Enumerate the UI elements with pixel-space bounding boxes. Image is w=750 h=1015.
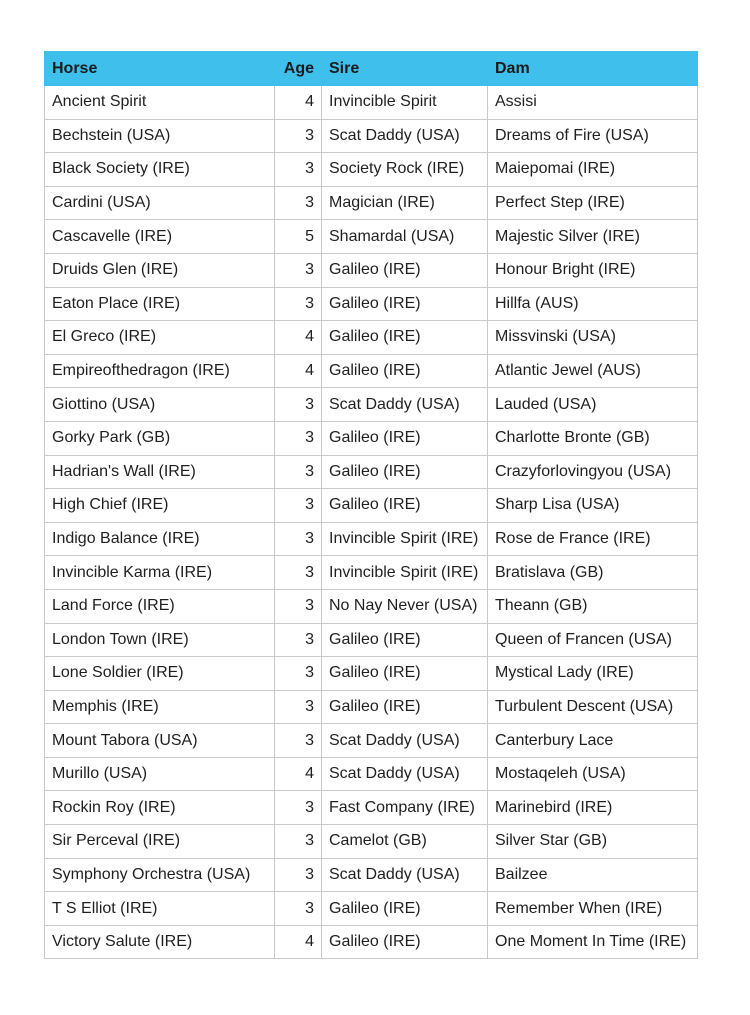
cell-horse: Gorky Park (GB) xyxy=(45,421,275,455)
table-row xyxy=(45,724,698,758)
cell-sire: Scat Daddy (USA) xyxy=(322,858,488,892)
cell-horse: Memphis (IRE) xyxy=(45,690,275,724)
table-row xyxy=(45,354,698,388)
table-row xyxy=(45,455,698,489)
cell-horse: Giottino (USA) xyxy=(45,388,275,422)
cell-age: 3 xyxy=(275,858,322,892)
cell-dam: One Moment In Time (IRE) xyxy=(488,925,698,959)
table-row xyxy=(45,220,698,254)
cell-age: 3 xyxy=(275,455,322,489)
table-row xyxy=(45,253,698,287)
column-header-horse: Horse xyxy=(45,52,275,86)
cell-dam: Missvinski (USA) xyxy=(488,321,698,355)
table-row xyxy=(45,421,698,455)
header-row xyxy=(45,52,698,86)
cell-sire: Galileo (IRE) xyxy=(322,925,488,959)
cell-sire: Society Rock (IRE) xyxy=(322,153,488,187)
cell-dam: Hillfa (AUS) xyxy=(488,287,698,321)
cell-age: 3 xyxy=(275,388,322,422)
table-row xyxy=(45,153,698,187)
cell-dam: Perfect Step (IRE) xyxy=(488,186,698,220)
table-row xyxy=(45,623,698,657)
cell-dam: Atlantic Jewel (AUS) xyxy=(488,354,698,388)
table-row xyxy=(45,757,698,791)
cell-dam: Turbulent Descent (USA) xyxy=(488,690,698,724)
cell-horse: Symphony Orchestra (USA) xyxy=(45,858,275,892)
cell-horse: Eaton Place (IRE) xyxy=(45,287,275,321)
cell-age: 3 xyxy=(275,522,322,556)
table-row xyxy=(45,925,698,959)
cell-age: 3 xyxy=(275,791,322,825)
cell-sire: Invincible Spirit (IRE) xyxy=(322,522,488,556)
column-header-dam: Dam xyxy=(488,52,698,86)
cell-horse: Druids Glen (IRE) xyxy=(45,253,275,287)
cell-horse: Hadrian's Wall (IRE) xyxy=(45,455,275,489)
cell-dam: Bailzee xyxy=(488,858,698,892)
cell-age: 4 xyxy=(275,86,322,120)
cell-sire: Galileo (IRE) xyxy=(322,321,488,355)
cell-age: 3 xyxy=(275,186,322,220)
cell-sire: Shamardal (USA) xyxy=(322,220,488,254)
cell-sire: Galileo (IRE) xyxy=(322,287,488,321)
cell-horse: High Chief (IRE) xyxy=(45,489,275,523)
cell-sire: Fast Company (IRE) xyxy=(322,791,488,825)
cell-age: 4 xyxy=(275,757,322,791)
cell-sire: Galileo (IRE) xyxy=(322,623,488,657)
cell-dam: Silver Star (GB) xyxy=(488,825,698,859)
cell-age: 3 xyxy=(275,589,322,623)
column-header-sire: Sire xyxy=(322,52,488,86)
cell-sire: Galileo (IRE) xyxy=(322,892,488,926)
cell-dam: Mostaqeleh (USA) xyxy=(488,757,698,791)
cell-age: 3 xyxy=(275,892,322,926)
cell-dam: Crazyforlovingyou (USA) xyxy=(488,455,698,489)
cell-age: 3 xyxy=(275,690,322,724)
table-row xyxy=(45,556,698,590)
cell-horse: Empireofthedragon (IRE) xyxy=(45,354,275,388)
table-row xyxy=(45,589,698,623)
cell-horse: Ancient Spirit xyxy=(45,86,275,120)
table-row xyxy=(45,522,698,556)
cell-sire: Magician (IRE) xyxy=(322,186,488,220)
cell-age: 4 xyxy=(275,925,322,959)
horse-table xyxy=(44,51,698,959)
cell-dam: Lauded (USA) xyxy=(488,388,698,422)
cell-sire: Galileo (IRE) xyxy=(322,253,488,287)
table-row xyxy=(45,858,698,892)
cell-age: 4 xyxy=(275,354,322,388)
cell-dam: Charlotte Bronte (GB) xyxy=(488,421,698,455)
cell-age: 3 xyxy=(275,119,322,153)
cell-horse: Cardini (USA) xyxy=(45,186,275,220)
cell-dam: Assisi xyxy=(488,86,698,120)
cell-horse: Victory Salute (IRE) xyxy=(45,925,275,959)
cell-dam: Mystical Lady (IRE) xyxy=(488,657,698,691)
cell-horse: Land Force (IRE) xyxy=(45,589,275,623)
cell-age: 3 xyxy=(275,556,322,590)
cell-dam: Sharp Lisa (USA) xyxy=(488,489,698,523)
cell-sire: Scat Daddy (USA) xyxy=(322,757,488,791)
cell-sire: Galileo (IRE) xyxy=(322,455,488,489)
cell-age: 3 xyxy=(275,489,322,523)
column-header-age: Age xyxy=(275,52,322,86)
cell-age: 3 xyxy=(275,421,322,455)
cell-age: 4 xyxy=(275,321,322,355)
table-row xyxy=(45,791,698,825)
cell-horse: Lone Soldier (IRE) xyxy=(45,657,275,691)
table-row xyxy=(45,388,698,422)
cell-dam: Marinebird (IRE) xyxy=(488,791,698,825)
cell-horse: Indigo Balance (IRE) xyxy=(45,522,275,556)
cell-sire: No Nay Never (USA) xyxy=(322,589,488,623)
cell-sire: Invincible Spirit (IRE) xyxy=(322,556,488,590)
cell-dam: Dreams of Fire (USA) xyxy=(488,119,698,153)
cell-sire: Scat Daddy (USA) xyxy=(322,388,488,422)
table-row xyxy=(45,86,698,120)
cell-dam: Canterbury Lace xyxy=(488,724,698,758)
table-row xyxy=(45,690,698,724)
cell-age: 3 xyxy=(275,287,322,321)
cell-dam: Theann (GB) xyxy=(488,589,698,623)
cell-horse: Black Society (IRE) xyxy=(45,153,275,187)
cell-horse: Invincible Karma (IRE) xyxy=(45,556,275,590)
table-row xyxy=(45,287,698,321)
cell-horse: T S Elliot (IRE) xyxy=(45,892,275,926)
cell-age: 3 xyxy=(275,657,322,691)
cell-sire: Galileo (IRE) xyxy=(322,657,488,691)
table-row xyxy=(45,892,698,926)
cell-horse: Mount Tabora (USA) xyxy=(45,724,275,758)
cell-horse: Bechstein (USA) xyxy=(45,119,275,153)
cell-dam: Honour Bright (IRE) xyxy=(488,253,698,287)
cell-age: 3 xyxy=(275,253,322,287)
cell-sire: Galileo (IRE) xyxy=(322,354,488,388)
cell-sire: Scat Daddy (USA) xyxy=(322,724,488,758)
cell-horse: Sir Perceval (IRE) xyxy=(45,825,275,859)
cell-dam: Majestic Silver (IRE) xyxy=(488,220,698,254)
table-row xyxy=(45,186,698,220)
table-row xyxy=(45,321,698,355)
cell-sire: Galileo (IRE) xyxy=(322,489,488,523)
cell-age: 3 xyxy=(275,825,322,859)
cell-sire: Scat Daddy (USA) xyxy=(322,119,488,153)
table-row xyxy=(45,657,698,691)
cell-dam: Rose de France (IRE) xyxy=(488,522,698,556)
cell-age: 3 xyxy=(275,153,322,187)
table-row xyxy=(45,825,698,859)
cell-dam: Queen of Francen (USA) xyxy=(488,623,698,657)
cell-sire: Invincible Spirit xyxy=(322,86,488,120)
cell-age: 3 xyxy=(275,724,322,758)
cell-age: 5 xyxy=(275,220,322,254)
cell-horse: London Town (IRE) xyxy=(45,623,275,657)
cell-horse: Murillo (USA) xyxy=(45,757,275,791)
cell-sire: Galileo (IRE) xyxy=(322,690,488,724)
cell-horse: Rockin Roy (IRE) xyxy=(45,791,275,825)
cell-age: 3 xyxy=(275,623,322,657)
table-row xyxy=(45,119,698,153)
cell-horse: El Greco (IRE) xyxy=(45,321,275,355)
table-body xyxy=(45,86,698,959)
cell-dam: Maiepomai (IRE) xyxy=(488,153,698,187)
table-row xyxy=(45,489,698,523)
cell-sire: Camelot (GB) xyxy=(322,825,488,859)
cell-horse: Cascavelle (IRE) xyxy=(45,220,275,254)
table-header xyxy=(45,52,698,86)
cell-dam: Bratislava (GB) xyxy=(488,556,698,590)
cell-sire: Galileo (IRE) xyxy=(322,421,488,455)
cell-dam: Remember When (IRE) xyxy=(488,892,698,926)
